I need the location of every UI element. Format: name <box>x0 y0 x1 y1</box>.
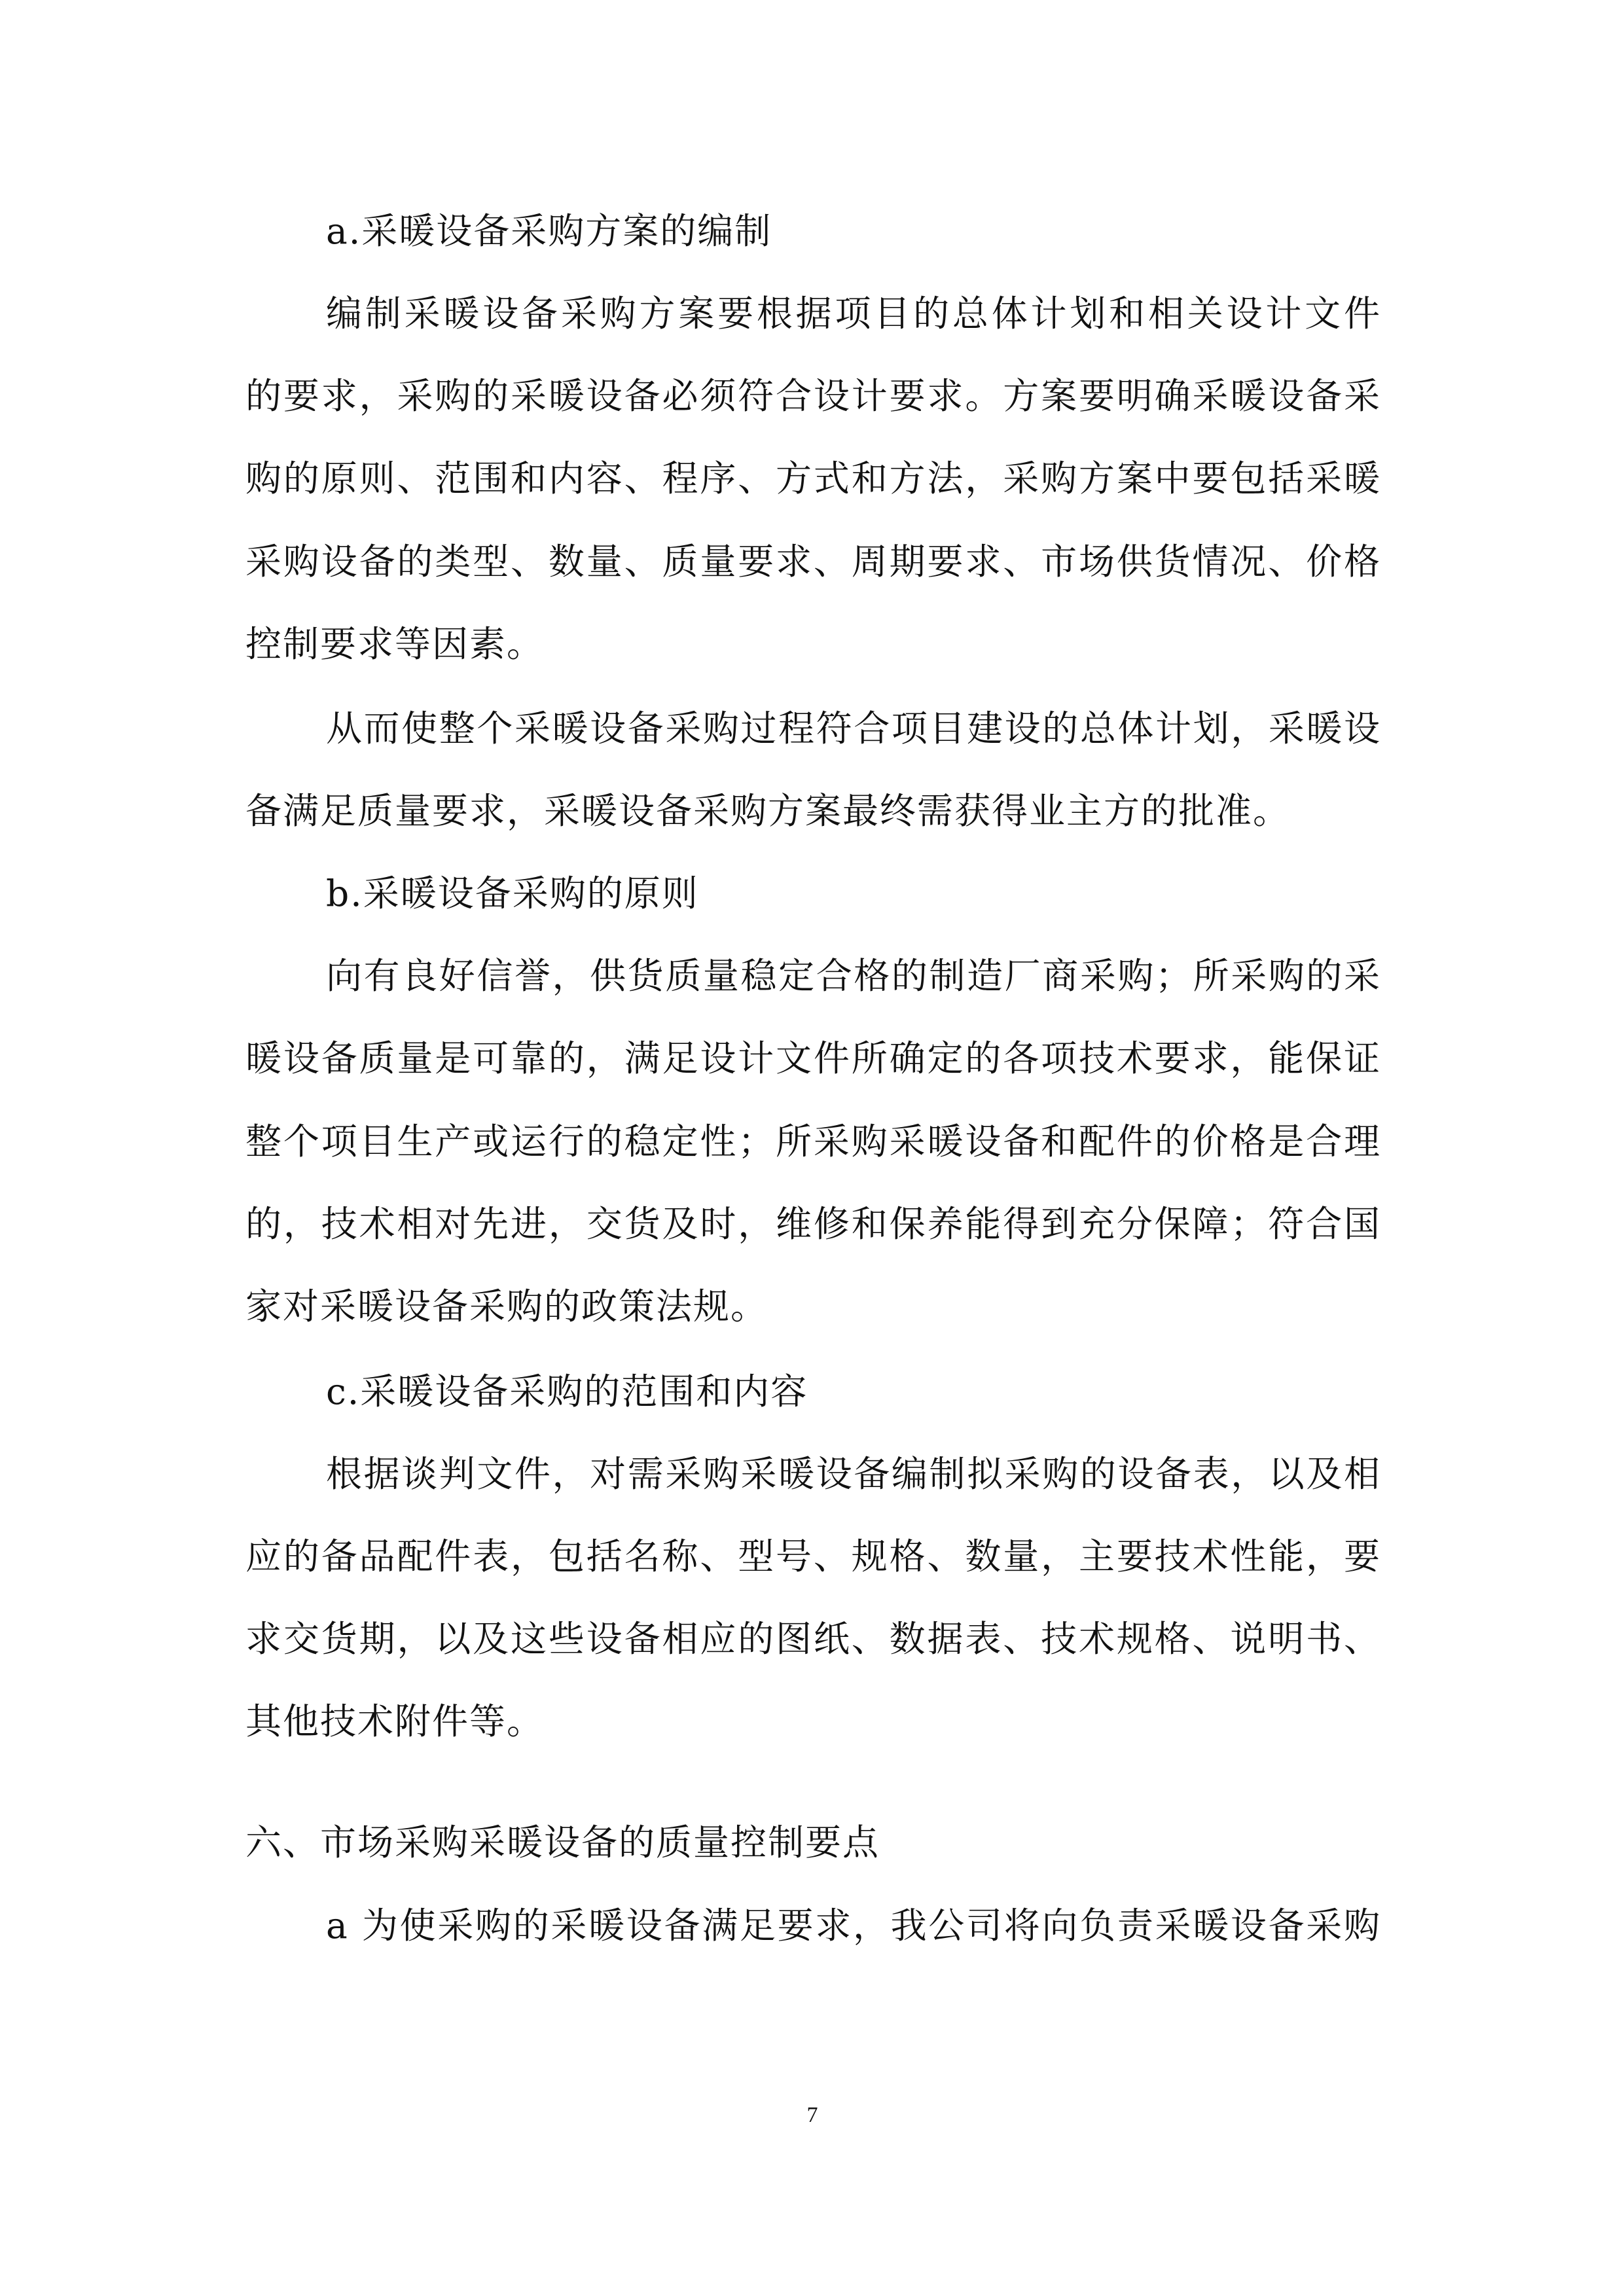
paragraph-line: 的，技术相对先进，交货及时，维修和保养能得到充分保障；符合国 <box>245 1203 1381 1245</box>
subheading-a: a.采暖设备采购方案的编制 <box>326 210 772 252</box>
paragraph-line: 向有良好信誉，供货质量稳定合格的制造厂商采购；所采购的采 <box>326 955 1381 997</box>
paragraph-line: a 为使采购的采暖设备满足要求，我公司将向负责采暖设备采购 <box>326 1905 1381 1946</box>
paragraph-line: 购的原则、范围和内容、程序、方式和方法，采购方案中要包括采暖 <box>245 457 1381 499</box>
paragraph-line: 控制要求等因素。 <box>245 623 545 665</box>
paragraph-line: 暖设备质量是可靠的，满足设计文件所确定的各项技术要求，能保证 <box>245 1037 1381 1079</box>
subheading-c: c.采暖设备采购的范围和内容 <box>326 1371 808 1412</box>
paragraph-line: 其他技术附件等。 <box>245 1700 545 1742</box>
section-heading: 六、市场采购采暖设备的质量控制要点 <box>245 1821 880 1863</box>
paragraph-line: 从而使整个采暖设备采购过程符合项目建设的总体计划，采暖设 <box>326 708 1381 749</box>
paragraph-line: 备满足质量要求，采暖设备采购方案最终需获得业主方的批准。 <box>245 790 1291 832</box>
paragraph-line: 家对采暖设备采购的政策法规。 <box>245 1285 768 1327</box>
paragraph-line: 编制采暖设备采购方案要根据项目的总体计划和相关设计文件 <box>326 293 1381 334</box>
page-number: 7 <box>806 2103 818 2127</box>
subheading-b: b.采暖设备采购的原则 <box>326 872 699 914</box>
paragraph-line: 的要求，采购的采暖设备必须符合设计要求。方案要明确采暖设备采 <box>245 375 1381 417</box>
paragraph-line: 应的备品配件表，包括名称、型号、规格、数量，主要技术性能，要 <box>245 1535 1381 1577</box>
paragraph-line: 根据谈判文件，对需采购采暖设备编制拟采购的设备表，以及相 <box>326 1453 1381 1495</box>
paragraph-line: 求交货期，以及这些设备相应的图纸、数据表、技术规格、说明书、 <box>245 1618 1381 1660</box>
paragraph-line: 采购设备的类型、数量、质量要求、周期要求、市场供货情况、价格 <box>245 541 1381 583</box>
paragraph-line: 整个项目生产或运行的稳定性；所采购采暖设备和配件的价格是合理 <box>245 1121 1381 1162</box>
